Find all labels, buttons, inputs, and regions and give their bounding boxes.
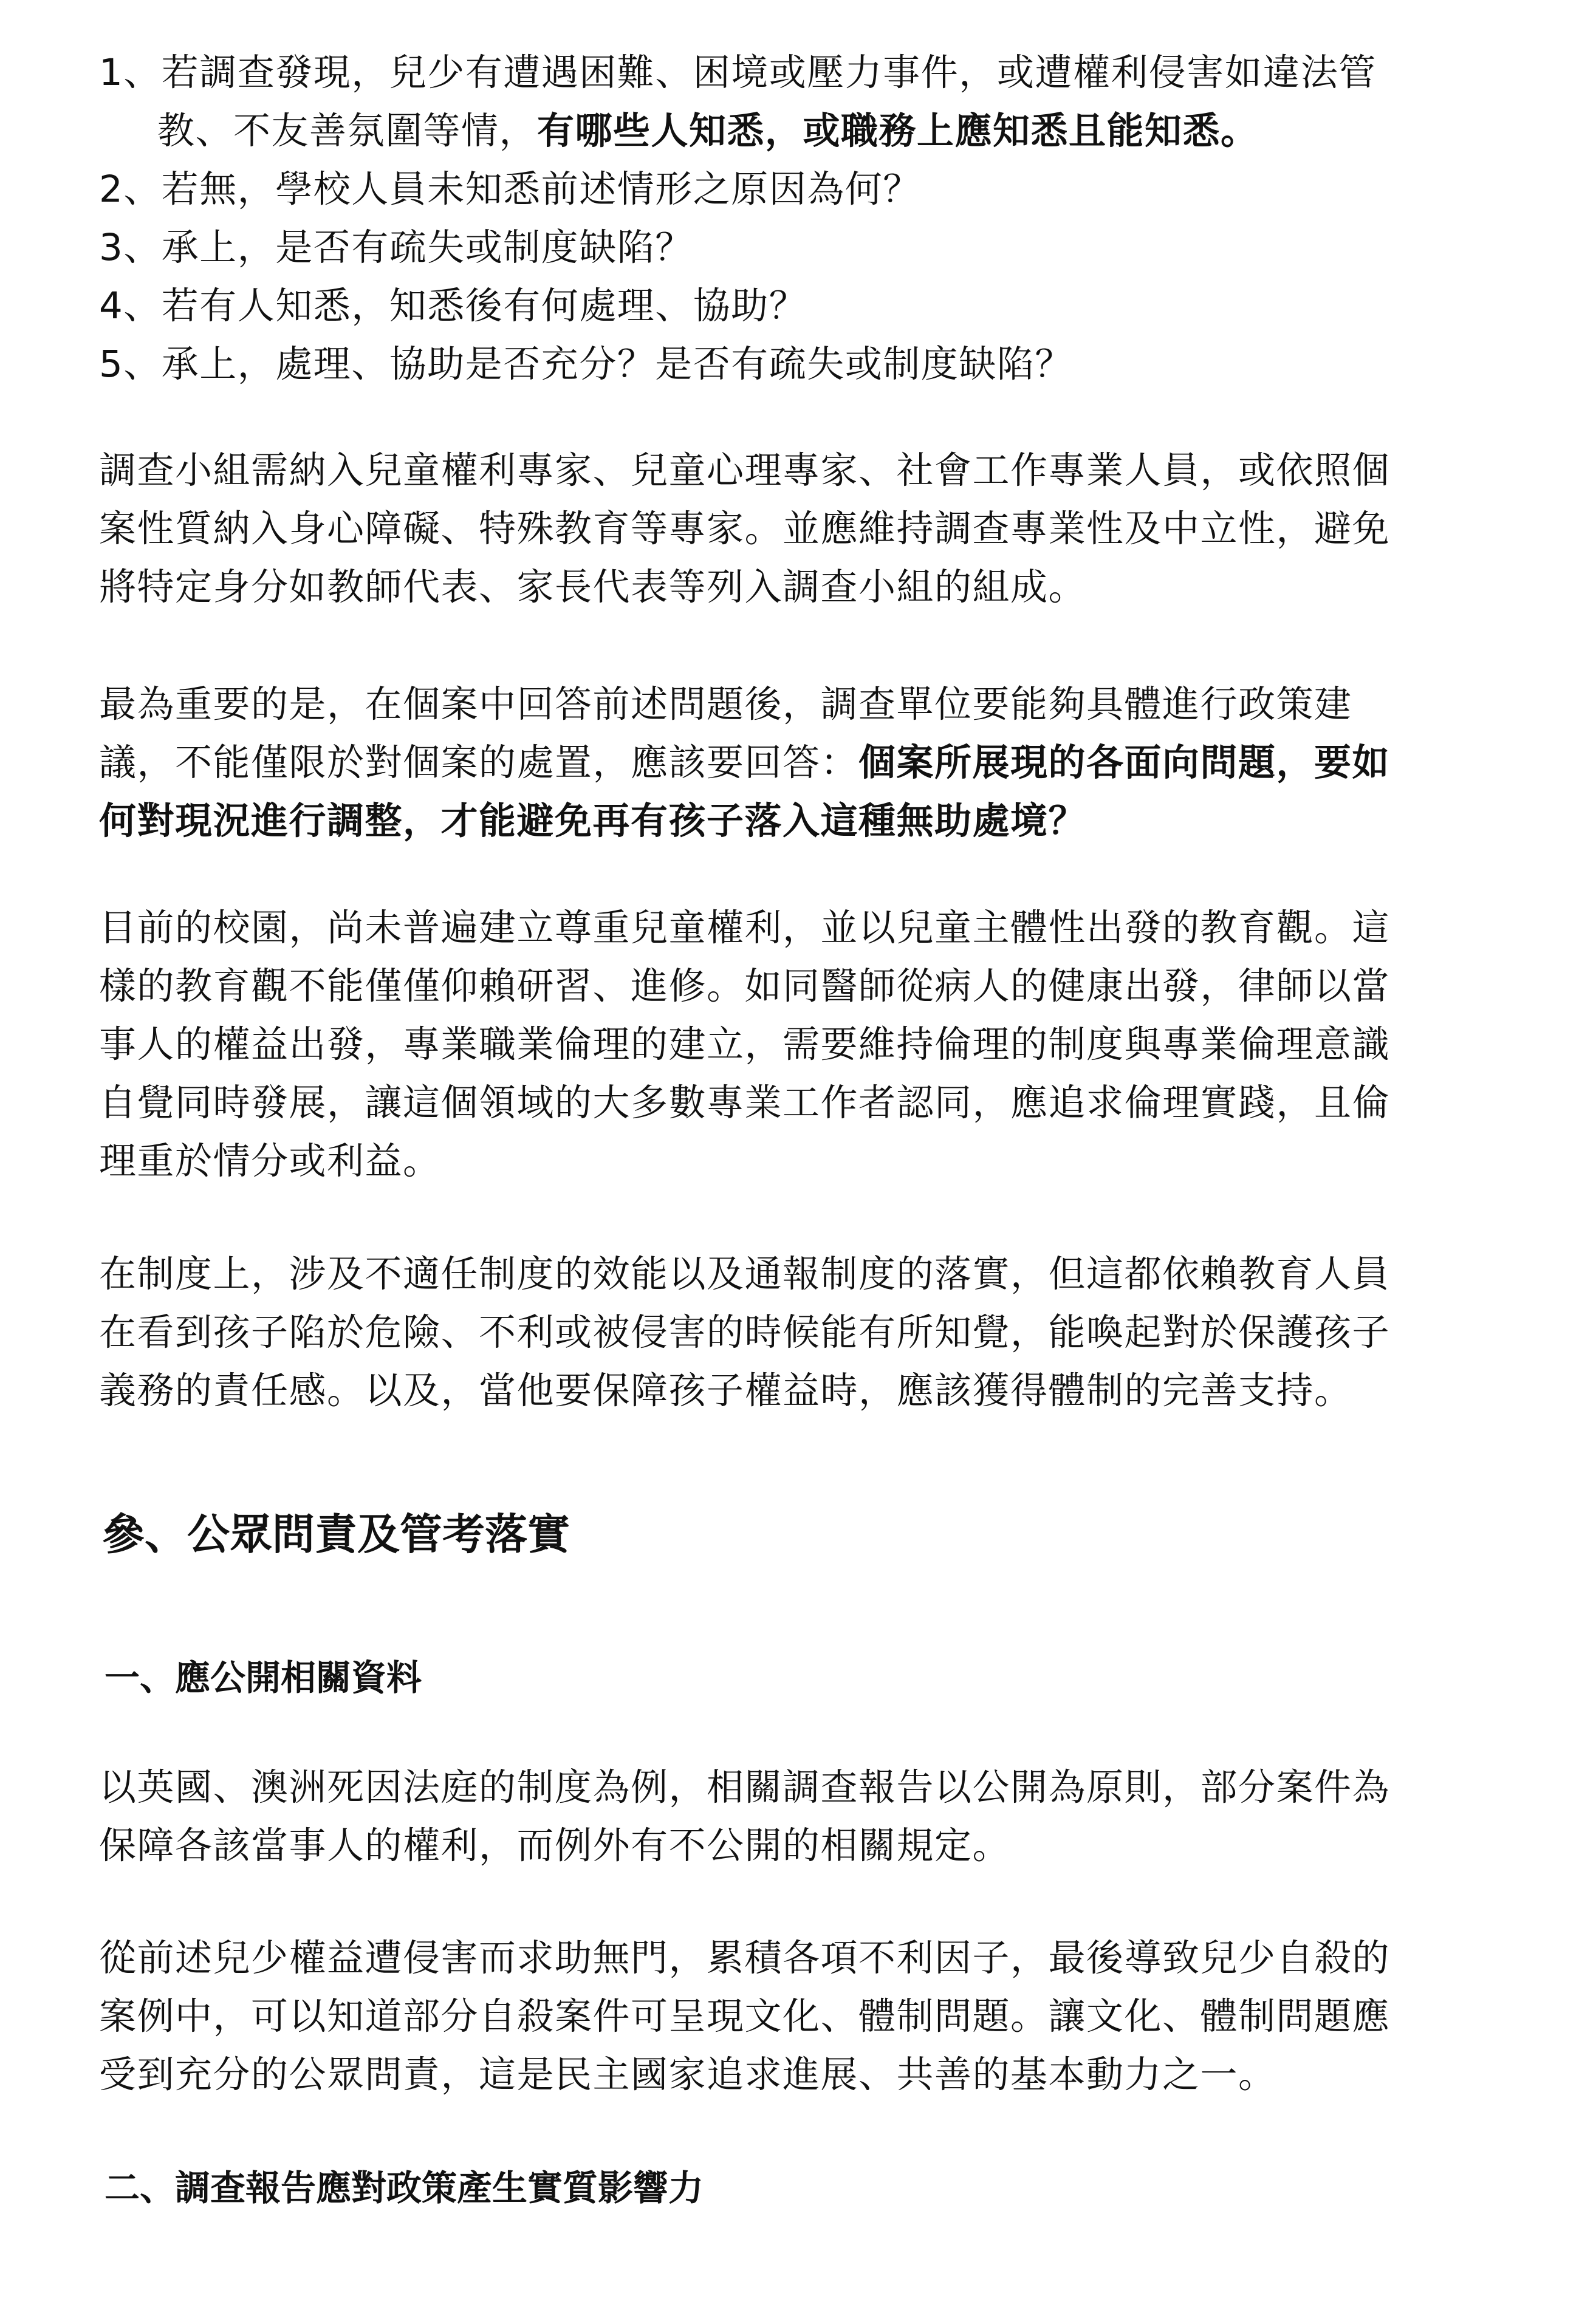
text: 理重於情分或利益。 [99,1140,441,1183]
text: 調查小組需納入兒童權利專家、兒童心理專家、社會工作專業人員，或依照個 [99,449,1391,492]
text: 事人的權益出發，專業職業倫理的建立，需要維持倫理的制度與專業倫理意識 [99,1023,1391,1066]
text: 1、若調查發現，兒少有遭遇困難、困境或壓力事件，或遭權利侵害如違法管 [99,51,1377,94]
text-line [99,792,1405,850]
paragraph-campus-education [99,899,1405,1191]
text: 樣的教育觀不能僅僅仰賴研習、進修。如同醫師從病人的健康出發，律師以當 [99,965,1391,1008]
text: 3、承上，是否有疏失或制度缺陷？ [99,226,693,269]
text-line [99,1304,1405,1362]
text-line [99,277,1405,335]
text-line [99,675,1405,734]
text: 最為重要的是，在個案中回答前述問題後，調查單位要能夠具體進行政策建 [99,683,1352,726]
text-line [99,899,1405,957]
text-line [99,1074,1405,1132]
text-line [99,1987,1405,2046]
paragraph-coroner-court [99,1758,1405,1875]
text: 教、不友善氛圍等情， [157,109,538,152]
text-line [99,558,1405,617]
text-line [99,500,1405,558]
paragraph-investigation-team [99,442,1405,617]
text: 保障各該當事人的權利，而例外有不公開的相關規定。 [99,1824,1011,1867]
text: 在看到孩子陷於危險、不利或被侵害的時候能有所知覺，能喚起對於保護孩子 [99,1311,1391,1354]
text: 目前的校園，尚未普遍建立尊重兒童權利，並以兒童主體性出發的教育觀。這 [99,906,1391,949]
text: 將特定身分如教師代表、家長代表等列入調查小組的組成。 [99,566,1087,609]
text: 以英國、澳洲死因法庭的制度為例，相關調查報告以公開為原則，部分案件為 [99,1766,1391,1809]
text: 4、若有人知悉，知悉後有何處理、協助？ [99,284,807,327]
bold-text: 有哪些人知悉，或職務上應知悉且能知悉。 [537,109,1259,152]
text: 案性質納入身心障礙、特殊教育等專家。並應維持調查專業性及中立性，避免 [99,507,1391,550]
text-line [99,1016,1405,1074]
text-line [99,442,1405,500]
text-line [99,44,1405,102]
text-line [99,1817,1405,1875]
text-line [99,1245,1405,1304]
text: 5、承上，處理、協助是否充分？是否有疏失或制度缺陷？ [99,343,1073,386]
text-line [99,1758,1405,1817]
text: 2、若無，學校人員未知悉前述情形之原因為何？ [99,168,921,211]
text: 從前述兒少權益遭侵害而求助無門，累積各項不利因子，最後導致兒少自殺的 [99,1936,1391,1980]
text-line [99,957,1405,1016]
paragraph-policy-recommendation [99,675,1405,850]
text-line [99,1362,1405,1420]
section-heading: 參、公眾問責及管考落實 [102,1509,570,1559]
text-line [99,1929,1405,1987]
text: 自覺同時發展，讓這個領域的大多數專業工作者認同，應追求倫理實踐，且倫 [99,1081,1391,1124]
text-line [99,219,1405,277]
subheading-public-disclosure: 一、應公開相關資料 [104,1657,422,1698]
text: 受到充分的公眾問責，這是民主國家追求進展、共善的基本動力之一。 [99,2053,1276,2096]
bold-text: 何對現況進行調整，才能避免再有孩子落入這種無助處境？ [99,799,1087,842]
text-line [99,2046,1405,2104]
text: 議，不能僅限於對個案的處置，應該要回答： [99,741,859,784]
text: 義務的責任感。以及，當他要保障孩子權益時，應該獲得體制的完善支持。 [99,1369,1352,1412]
text: 在制度上，涉及不適任制度的效能以及通報制度的落實，但這都依賴教育人員 [99,1253,1391,1296]
text: 案例中，可以知道部分自殺案件可呈現文化、體制問題。讓文化、體制問題應 [99,1995,1391,2038]
text-line [99,102,1405,160]
paragraph-public-accountability [99,1929,1405,2104]
text-line [99,1132,1405,1191]
text-line [99,160,1405,219]
investigation-questions-list [99,44,1405,394]
text-line [99,734,1405,792]
paragraph-system [99,1245,1405,1420]
text-line [99,335,1405,394]
bold-text: 個案所展現的各面向問題，要如 [858,741,1391,784]
subheading-policy-impact: 二、調查報告應對政策產生實質影響力 [104,2167,704,2209]
